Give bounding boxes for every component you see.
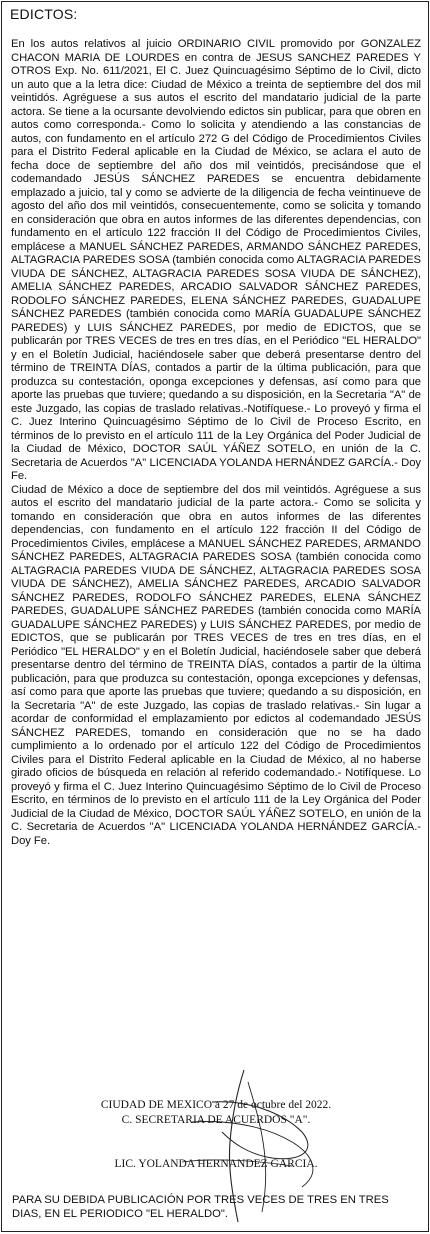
document-title: EDICTOS:: [10, 6, 78, 22]
signature-role: C. SECRETARIA DE ACUERDOS "A".: [121, 1114, 311, 1126]
edict-paragraph-2: Ciudad de México a doce de septiembre del dos mil veintidós. Agréguese a sus autos el escrito del mandatario judicial de la parte actora.- Como se solicita y tomando en consideración que obra en autos informes de las diferentes dependencias, con fundamento en el artículo 122 fracción II del Código de Procedimientos Civiles, emplácese a MANUEL SÁNCHEZ PAREDES, ARMANDO SÁNCHEZ PAREDES, ALTAGRACIA PAREDES SOSA (también conocida como ALTAGRACIA PAREDES VIUDA DE SÁNCHEZ, ALTAGRACIA PAREDES SOSA VIUDA DE SÁNCHEZ), AMELIA SÁNCHEZ PAREDES, ARCADIO SALVADOR SÁNCHEZ PAREDES, RODOLFO SÁNCHEZ PAREDES, ELENA SÁNCHEZ PAREDES, GUADALUPE SÁNCHEZ PAREDES (también conocida como MARÍA GUADALUPE SÁNCHEZ PAREDES) y LUIS SÁNCHEZ PAREDES, por medio de EDICTOS, que se publicarán por TRES VECES de tres en tres días, en el Periódico "EL HERALDO" y en el Boletín Judicial, haciéndosele saber que deberá presentarse dentro del término de TREINTA DÍAS, contados a partir de la última publicación, para que produzca su contestación, oponga excepciones y defensas, así como para que aporte las pruebas que tuviere; quedando a su disposición, en la Secretaria "A" de este Juzgado, las copias de traslado relativas.- Sin lugar a acordar de conformidad el emplazamiento por edictos al codemandado JESÚS SÁNCHEZ PAREDES, tomando en consideración que no se ha dado cumplimiento a lo ordenado por el artículo 122 del Código de Procedimientos Civiles para el Distrito Federal aplicable en la Ciudad de México, al no haberse girado oficios de búsqueda en relación al referido codemandado.- Notifíquese. Lo proveyó y firma el C. Juez Interino Quincuagésimo Séptimo de lo Civil de Proceso Escrito, en términos de lo previsto en el artículo 111 de la Ley Orgánica del Poder Judicial de la Ciudad de México, DOCTOR SAÚL YÁÑEZ SOTELO, en unión de la C. Secretaria de Acuerdos "A" LICENCIADA YOLANDA HERNÁNDEZ GARCÍA.- Doy Fe.: [11, 483, 421, 847]
publication-note: PARA SU DEBIDA PUBLICACIÓN POR TRES VECES DE TRES EN TRES DIAS, EN EL PERIODICO "EL HERALDO".: [12, 1194, 389, 1220]
signature-name: LIC. YOLANDA HERNANDEZ GARCIA.: [114, 1158, 318, 1170]
signature-place-date: CIUDAD DE MEXICO a 27 de octubre del 2022.: [100, 1099, 332, 1111]
edict-body: [11, 38, 421, 848]
edict-document: [1, 1, 429, 1232]
edict-paragraph-1: En los autos relativos al juicio ORDINARIO CIVIL promovido por GONZALEZ CHACON MARIA DE LOURDES en contra de JESUS SANCHEZ PAREDES Y OTROS Exp. No. 611/2021, El C. Juez Quincuagésimo Séptimo de lo Civil, dicto un auto que a la letra dice: Ciudad de México a treinta de septiembre del dos mil veintidós. Agréguese a sus autos el escrito del mandatario judicial de la parte actora. Se tiene a la ocursante devolviendo edictos sin publicar, para que obren en autos como corresponda.- Como lo solicita y atendiendo a las constancias de autos, con fundamento en el artículo 272 G del Código de Procedimientos Civiles para el Distrito Federal aplicable en la Ciudad de México, se aclara el auto de fecha doce de septiembre del año dos mil veintidós, precisándose que el codemandado JESÚS SÁNCHEZ PAREDES se encuentra debidamente emplazado a juicio, tal y como se advierte de la diligencia de fecha veintinueve de agosto del año dos mil veintidós, consecuentemente, como se solicita y tomando en consideración que obra en autos informes de las diferentes dependencias, con fundamento en el artículo 122 fracción II del Código de Procedimientos Civiles, emplácese a MANUEL SÁNCHEZ PAREDES, ARMANDO SÁNCHEZ PAREDES, ALTAGRACIA PAREDES SOSA (también conocida como ALTAGRACIA PAREDES VIUDA DE SÁNCHEZ, ALTAGRACIA PAREDES SOSA VIUDA DE SÁNCHEZ), AMELIA SÁNCHEZ PAREDES, ARCADIO SALVADOR SÁNCHEZ PAREDES, RODOLFO SÁNCHEZ PAREDES, ELENA SÁNCHEZ PAREDES, GUADALUPE SÁNCHEZ PAREDES (también conocida como MARÍA GUADALUPE SÁNCHEZ PAREDES) y LUIS SÁNCHEZ PAREDES, por medio de EDICTOS, que se publicarán por TRES VECES de tres en tres días, en el Periódico "EL HERALDO" y en el Boletín Judicial, haciéndosele saber que deberá presentarse dentro del término de TREINTA DÍAS, contados a partir de la última publicación, para que produzca su contestación, oponga excepciones y defensas, así como para que aporte las pruebas que tuviere; quedando a su disposición, en la Secretaria "A" de este Juzgado, las copias de traslado relativas.-Notifíquese.- Lo proveyó y firma el C. Juez Interino Quincuagésimo Séptimo de lo Civil de Proceso Escrito, en términos de lo previsto en el artículo 111 de la Ley Orgánica del Poder Judicial de la Ciudad de México, DOCTOR SAÚL YÁÑEZ SOTELO, en unión de la C. Secretaria de Acuerdos "A" LICENCIADA YOLANDA HERNÁNDEZ GARCÍA.- Doy Fe.: [11, 38, 421, 482]
